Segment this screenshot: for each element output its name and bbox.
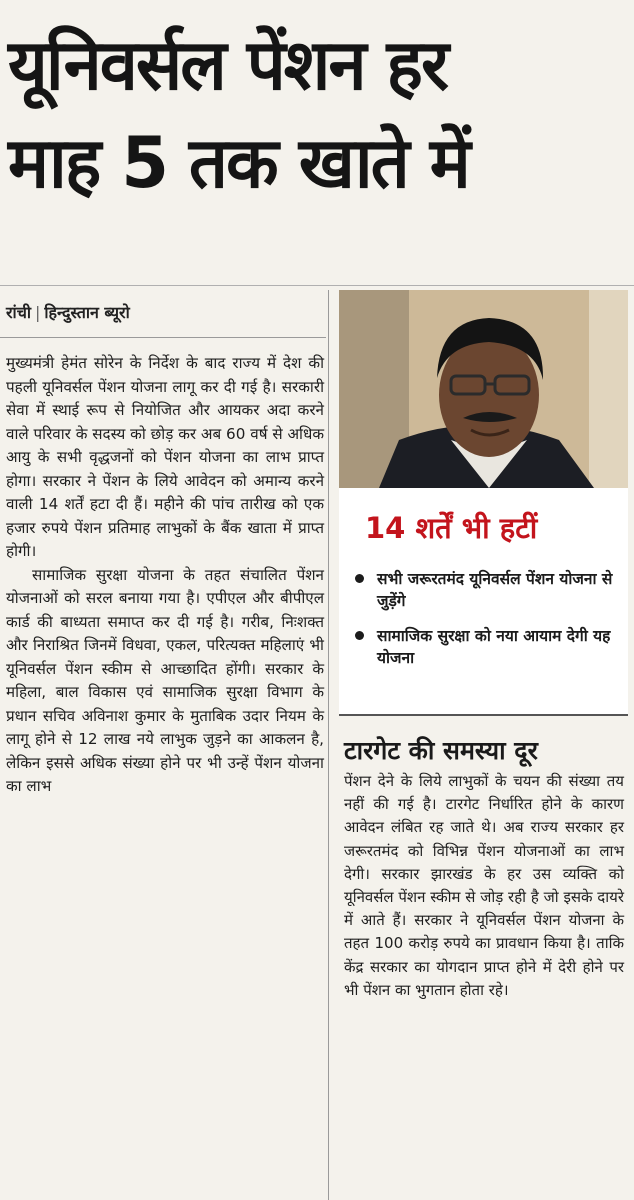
- dateline-bureau: हिन्दुस्तान ब्यूरो: [44, 303, 130, 322]
- bullet-icon: [355, 631, 364, 640]
- article-body: [6, 352, 324, 799]
- dateline-separator: |: [35, 303, 41, 322]
- column-divider: [328, 290, 329, 1200]
- portrait-illustration: [339, 290, 628, 488]
- target-section-paragraph: पेंशन देने के लिये लाभुकों के चयन की संख्या तय नहीं की गई है। टारगेट निर्धारित होने के कारण आवेदन लंबित रह जाते थे। अब राज्य सरकार हर जरूरतमंद को विभिन्न पेंशन योजनाओं का लाभ देगी। सरकार झारखंड के हर उस व्यक्ति को यूनिवर्सल पेंशन स्कीम से जोड़ रही है जो इसके दायरे में आते हैं। सरकार ने यूनिवर्सल पेंशन योजना के तहत 100 करोड़ रुपये का प्रावधान किया है। ताकि केंद्र सरकार का योगदान प्राप्त होने में देरी होने पर भी पेंशन का भुगतान होता रहे।: [344, 772, 624, 999]
- photo-right-window: [589, 290, 628, 488]
- highlights-box: [339, 488, 628, 716]
- headline: [8, 16, 616, 212]
- dateline: [6, 301, 130, 323]
- target-section-title: टारगेट की समस्या दूर: [344, 736, 538, 765]
- article-paragraph-2: सामाजिक सुरक्षा योजना के तहत संचालित पेंशन योजनाओं को सरल बनाया गया है। एपीएल और बीपीएल कार्ड की बाध्यता समाप्त कर दी गई है। गरीब, निःशक्त और निराश्रित जिनमें विधवा, एकल, परित्यक्त महिलाएं भी यूनिवर्सल पेंशन स्कीम से आच्छादित होंगी। सरकार के महिला, बाल विकास एवं सामाजिक सुरक्षा विभाग के प्रधान सचिव अविनाश कुमार के मुताबिक उदार नियम के लागू होने से 12 लाख नये लाभुक जुड़ने का आकलन है, लेकिन इससे अधिक संख्या होने पर भी उन्हें पेंशन योजना का लाभ: [6, 565, 324, 795]
- bullet-icon: [355, 574, 364, 583]
- headline-line-1: यूनिवर्सल पेंशन हर: [8, 24, 448, 106]
- target-section-body: [344, 770, 624, 1002]
- highlights-list: [353, 568, 619, 682]
- highlights-title: 14 शर्तें भी हटीं: [365, 511, 538, 545]
- headline-divider: [0, 285, 634, 286]
- dateline-city: रांची: [6, 303, 31, 322]
- highlight-item: [353, 568, 619, 612]
- highlight-text: सभी जरूरतमंद यूनिवर्सल पेंशन योजना से जुड़ेंगे: [377, 570, 613, 610]
- highlight-text: सामाजिक सुरक्षा को नया आयाम देगी यह योजना: [377, 627, 611, 667]
- dateline-divider: [0, 337, 326, 338]
- chief-minister-photo: [339, 290, 628, 488]
- headline-line-2: माह 5 तक खाते में: [8, 122, 469, 204]
- highlight-item: [353, 625, 619, 669]
- article-paragraph-1: मुख्यमंत्री हेमंत सोरेन के निर्देश के बाद राज्य में देश की पहली यूनिवर्सल पेंशन योजना लागू कर दी गई है। सरकारी सेवा में स्थाई रूप से नियोजित और आयकर अदा करने वाले परिवार के सदस्य को छोड़ कर अब 60 वर्ष से अधिक आयु के सभी वृद्धजनों को पेंशन योजना का लाभ प्राप्त होगा। सरकार ने पेंशन के लिये आवेदन को अमान्य करने वाली 14 शर्तें हटा दी हैं। महीने की पांच तारीख को एक हजार रुपये पेंशन प्रतिमाह लाभुकों के बैंक खाता में प्राप्त होगी।: [6, 354, 324, 560]
